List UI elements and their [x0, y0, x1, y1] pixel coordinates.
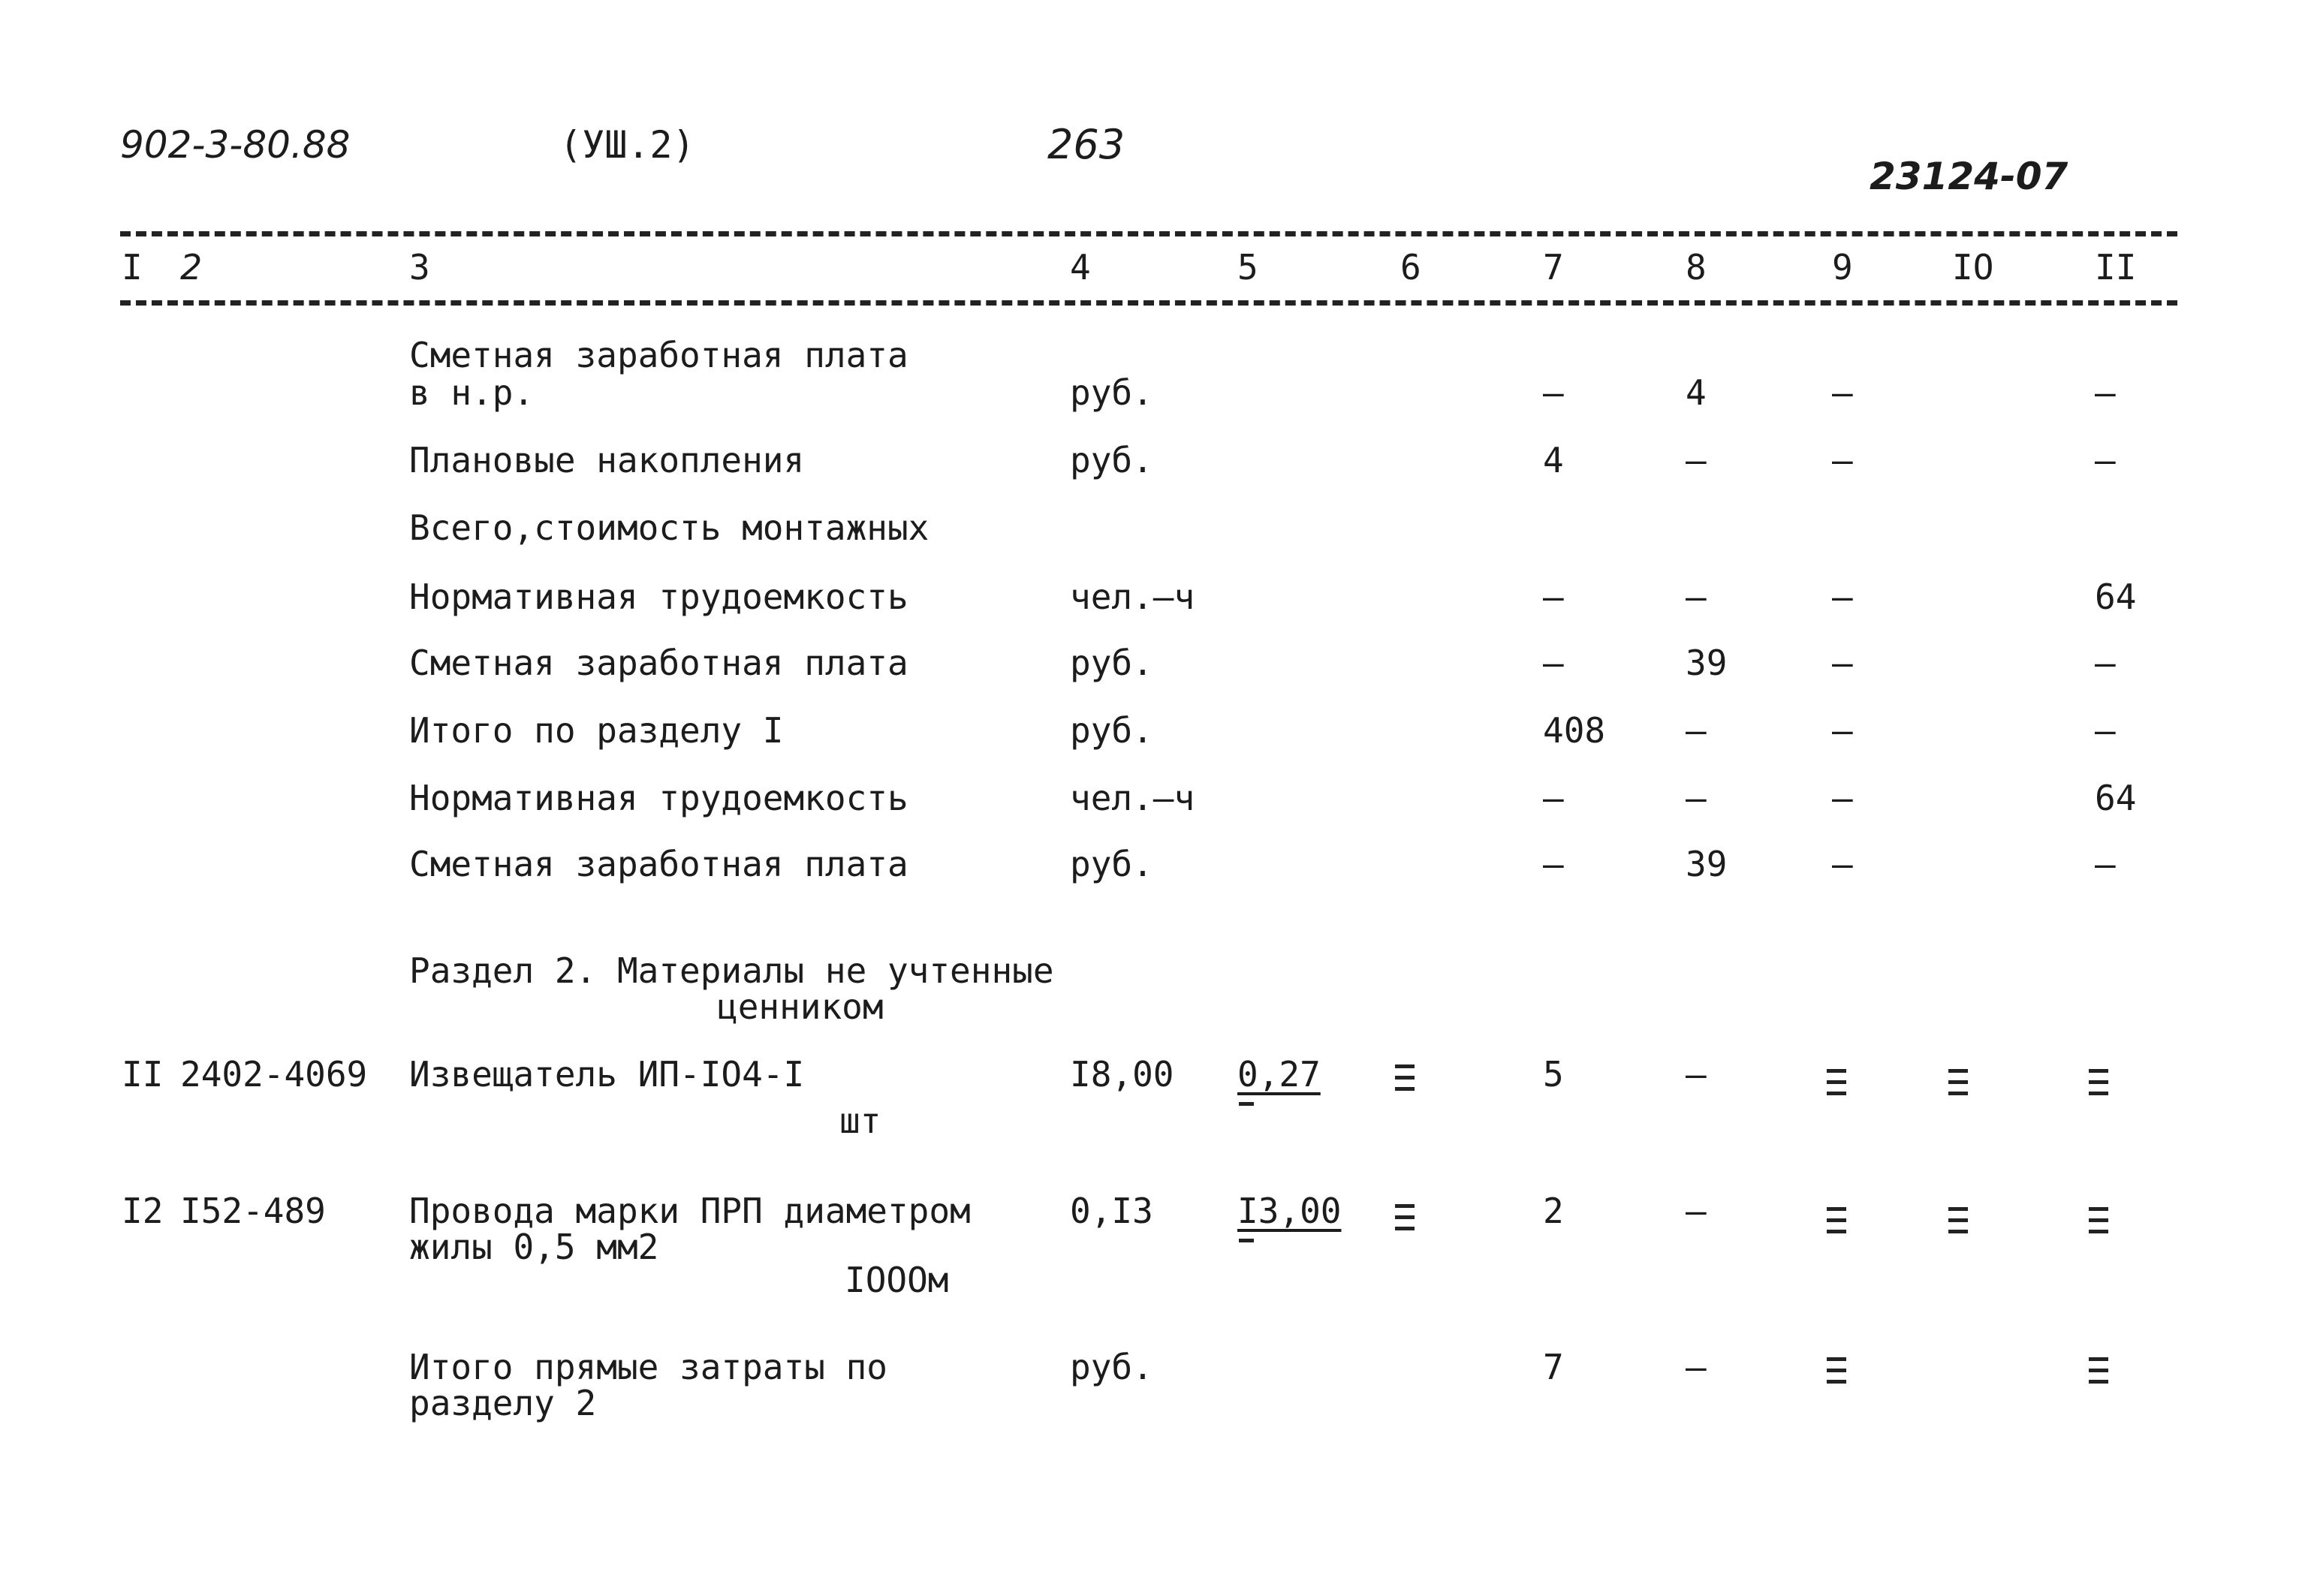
cell-col11: –: [2095, 372, 2116, 413]
item-unit: шт: [839, 1101, 881, 1141]
row-unit: чел.–ч: [1070, 577, 1195, 617]
section-title-line: ценником: [717, 986, 884, 1027]
archive-number: 23124-07: [1870, 155, 2068, 198]
column-header: 7: [1543, 247, 1564, 288]
column-header: 2: [180, 247, 203, 288]
row-name: Нормативная трудоемкость: [409, 577, 908, 617]
cell-col8: –: [1686, 577, 1707, 617]
ditto-mark: [1827, 1069, 1846, 1103]
ditto-mark: [1827, 1357, 1846, 1391]
cell-col8: 39: [1686, 844, 1728, 884]
cell-col9: –: [1832, 710, 1853, 751]
column-header: 3: [409, 247, 430, 288]
cell-col4: I8,00: [1070, 1054, 1174, 1095]
cell-col11: –: [2095, 844, 2116, 884]
cell-col7: –: [1543, 844, 1564, 884]
row-name: Нормативная трудоемкость: [409, 778, 908, 818]
cell-col8: 39: [1686, 643, 1728, 683]
ditto-mark: [1948, 1069, 1968, 1103]
ditto-mark: [2089, 1069, 2108, 1103]
item-number: II: [122, 1054, 164, 1095]
row-name: в н.р.: [409, 372, 535, 413]
dash-mark: [1239, 1102, 1254, 1106]
item-unit: IOOOм: [845, 1260, 949, 1300]
column-header: I: [122, 247, 143, 288]
column-header: 6: [1400, 247, 1421, 288]
section-title-line: Раздел 2. Материалы не учтенные: [409, 950, 1054, 991]
document-code: 902-3-80.88: [120, 123, 351, 167]
cell-col9: –: [1832, 577, 1853, 617]
row-name: Плановые накопления: [409, 440, 805, 480]
column-header: 5: [1237, 247, 1258, 288]
cell-col9: –: [1832, 440, 1853, 480]
row-unit: руб.: [1070, 372, 1153, 413]
row-unit: руб.: [1070, 844, 1153, 884]
cell-col8: –: [1686, 440, 1707, 480]
cell-col4: 0,I3: [1070, 1191, 1153, 1231]
ditto-mark: [1948, 1207, 1968, 1241]
column-header: II: [2095, 247, 2137, 288]
row-unit: чел.–ч: [1070, 778, 1195, 818]
cell-col7: 7: [1543, 1347, 1564, 1387]
cell-col8: –: [1686, 710, 1707, 751]
item-name: Извещатель ИП-IO4-I: [409, 1054, 805, 1095]
header-top-rule: [120, 231, 2177, 236]
cell-col7: 5: [1543, 1054, 1564, 1095]
total-name: Итого прямые затраты по: [409, 1347, 887, 1387]
cell-col8: –: [1686, 1347, 1707, 1387]
row-name: Итого по разделу I: [409, 710, 784, 751]
item-name: жилы 0,5 мм2: [409, 1227, 659, 1267]
cell-col8: 4: [1686, 372, 1707, 413]
item-code: I52-489: [180, 1191, 326, 1231]
cell-col8: –: [1686, 1191, 1707, 1231]
total-unit: руб.: [1070, 1347, 1153, 1387]
item-name: Провода марки ПРП диаметром: [409, 1191, 971, 1231]
total-name: разделу 2: [409, 1383, 597, 1423]
column-header: 9: [1832, 247, 1853, 288]
cell-col8: –: [1686, 1054, 1707, 1095]
ditto-mark: [2089, 1357, 2108, 1391]
cell-col9: –: [1832, 372, 1853, 413]
cell-col7: 408: [1543, 710, 1606, 751]
page-number: 263: [1047, 121, 1125, 168]
cell-col7: –: [1543, 643, 1564, 683]
cell-col11: –: [2095, 440, 2116, 480]
column-header: IO: [1952, 247, 1994, 288]
cell-col11: –: [2095, 710, 2116, 751]
cell-col7: –: [1543, 577, 1564, 617]
ditto-mark: [1827, 1207, 1846, 1241]
cell-col7: 2: [1543, 1191, 1564, 1231]
row-unit: руб.: [1070, 710, 1153, 751]
cell-col9: –: [1832, 844, 1853, 884]
ditto-mark: [1395, 1065, 1415, 1098]
volume-label: (УШ.2): [559, 123, 695, 167]
cell-col5: I3,00: [1237, 1191, 1342, 1231]
row-unit: руб.: [1070, 643, 1153, 683]
cell-col11: 64: [2095, 778, 2137, 818]
cell-col9: –: [1832, 643, 1853, 683]
item-number: I2: [122, 1191, 164, 1231]
column-header: 4: [1070, 247, 1091, 288]
item-code: 2402-4069: [180, 1054, 368, 1095]
cell-col7: –: [1543, 778, 1564, 818]
cell-col11: –: [2095, 643, 2116, 683]
header-bottom-rule: [120, 300, 2177, 306]
cell-col11: 64: [2095, 577, 2137, 617]
row-unit: руб.: [1070, 440, 1153, 480]
cell-col5: 0,27: [1237, 1054, 1321, 1095]
cell-col8: –: [1686, 778, 1707, 818]
ditto-mark: [1395, 1204, 1415, 1238]
cell-col7: 4: [1543, 440, 1564, 480]
ditto-mark: [2089, 1207, 2108, 1241]
cell-col9: –: [1832, 778, 1853, 818]
column-header: 8: [1686, 247, 1707, 288]
row-name: Сметная заработная плата: [409, 844, 908, 884]
row-name: Сметная заработная плата: [409, 643, 908, 683]
row-name: Всего,стоимость монтажных: [409, 507, 930, 548]
dash-mark: [1239, 1239, 1254, 1242]
row-name: Сметная заработная плата: [409, 335, 908, 375]
cell-col7: –: [1543, 372, 1564, 413]
